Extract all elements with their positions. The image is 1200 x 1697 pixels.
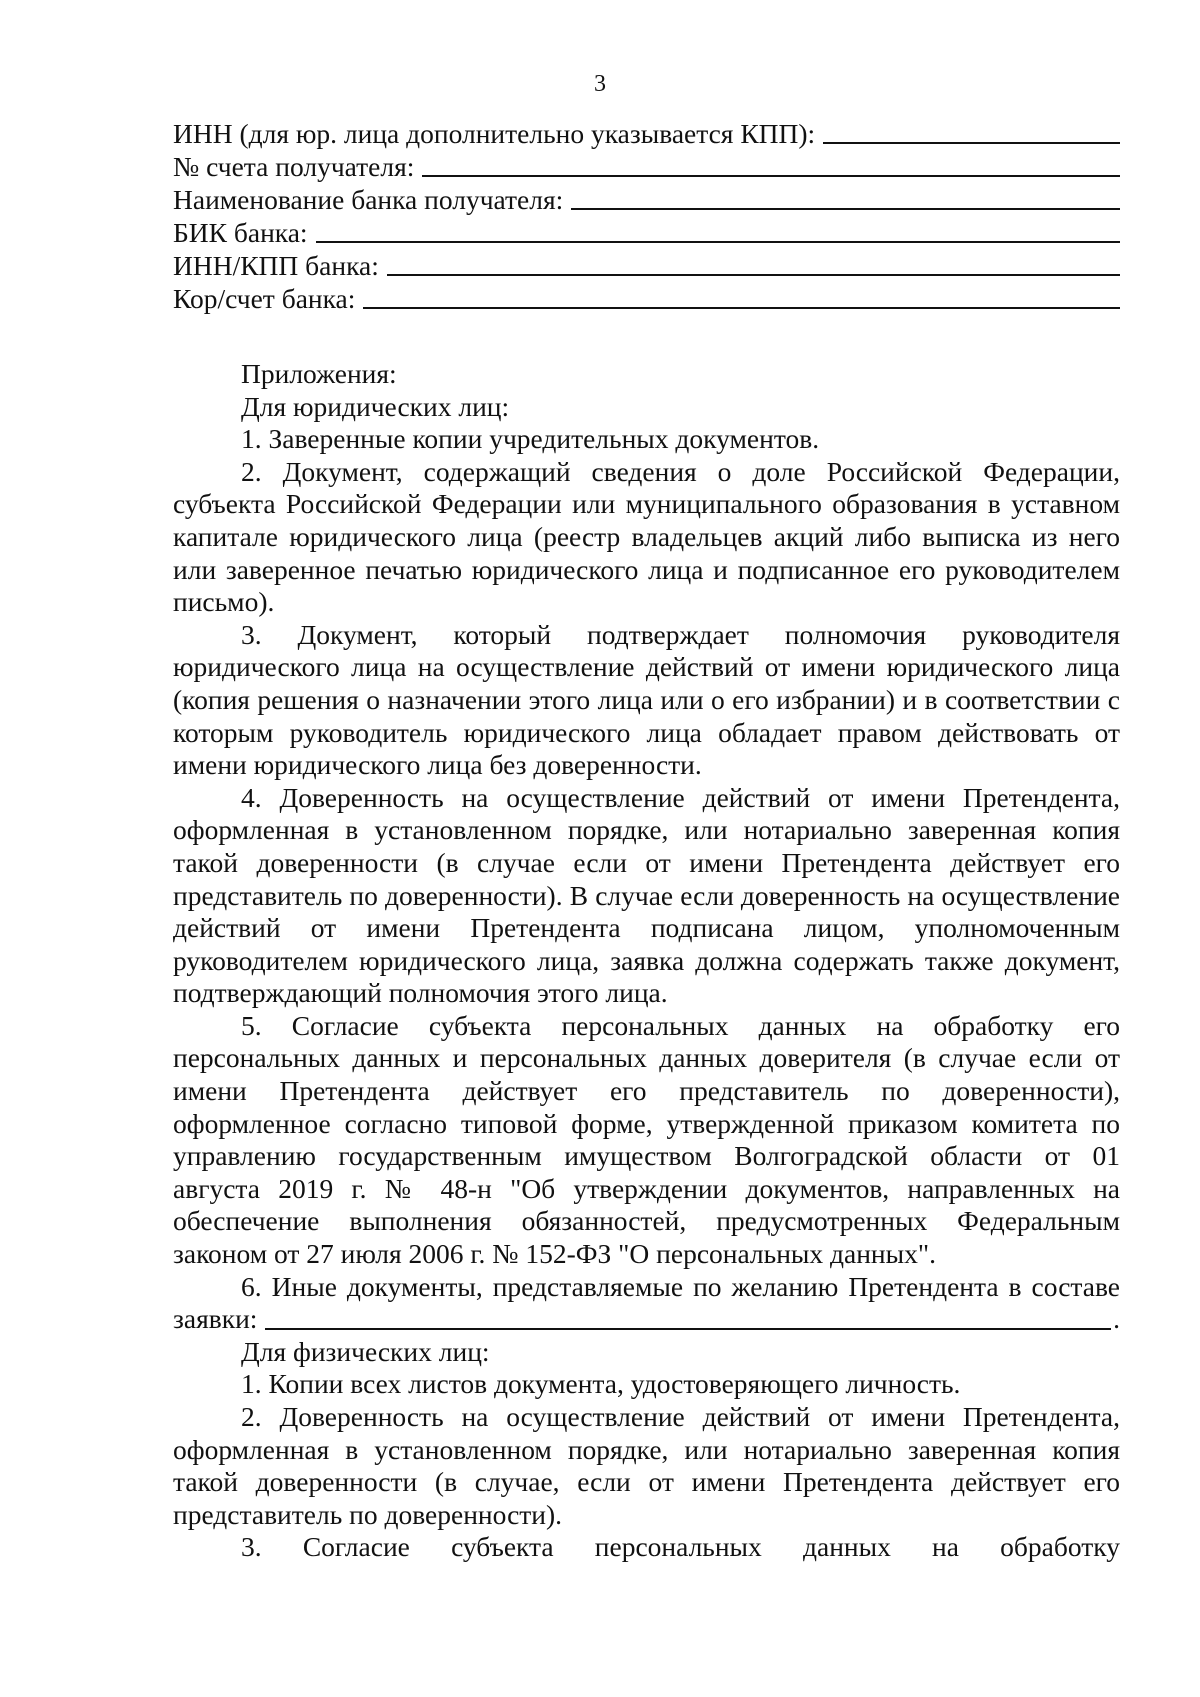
- fill-in-line: [422, 175, 1120, 177]
- fill-in-line: [363, 307, 1120, 309]
- legal-item-6-blank: [173, 1303, 1120, 1336]
- individual-item-2: 2. Доверенность на осуществление действий от имени Претендента, оформленная в установленном порядке, или нотариально заверенная копия такой доверенности (в случае, если от имени Претендента действует его представитель по доверенности).: [173, 1401, 1120, 1530]
- fill-in-line: [387, 274, 1120, 276]
- legal-item-1: 1. Заверенные копии учредительных документов.: [241, 423, 820, 455]
- field-label: Наименование банка получателя:: [173, 184, 564, 215]
- field-label: ИНН (для юр. лица дополнительно указывается КПП):: [173, 118, 816, 149]
- bank-inn-kpp-field: [173, 249, 1120, 282]
- item-6-end: .: [1113, 1303, 1120, 1335]
- legal-item-4: 4. Доверенность на осуществление действий от имени Претендента, оформленная в установленном порядке, или нотариально заверенная копия такой доверенности (в случае если от имени Претендента действует его представитель по доверенности). В случае если доверенность на осуществление действий от имени Претендента подписана лицом, уполномоченным руководителем юридического лица, заявка должна содержать также документ, подтверждающий полномочия этого лица.: [173, 781, 1120, 1009]
- field-label: Кор/счет банка:: [173, 283, 356, 314]
- fill-in-line: [571, 208, 1120, 210]
- fill-in-line: [316, 241, 1120, 243]
- field-label: БИК банка:: [173, 217, 308, 248]
- legal-item-2: 2. Документ, содержащий сведения о доле Российской Федерации, субъекта Российской Федерации или муниципального образования в уставном капитале юридического лица (реестр владельцев акций либо выписка из него или заверенное печатью юридического лица и подписанное его руководителем письмо).: [173, 455, 1120, 618]
- attachments-title: Приложения:: [241, 358, 397, 389]
- attachments-section: [173, 358, 1120, 1564]
- legal-item-5: 5. Согласие субъекта персональных данных на обработку его персональных данных и персональных данных доверителя (в случае если от имени Претендента действует его представитель по доверенности), оформленное согласно типовой форме, утвержденной приказом комитета по управлению государственным имуществом Волгоградской области от 01 августа 2019 г. № 48-н "Об утверждении документов, направленных на обеспечение выполнения обязанностей, предусмотренных Федеральным законом от 27 июля 2006 г. № 152-ФЗ "О персональных данных".: [173, 1009, 1120, 1270]
- inn-field: [173, 117, 1120, 150]
- individual-item-1: 1. Копии всех листов документа, удостоверяющего личность.: [241, 1368, 961, 1400]
- field-label: № счета получателя:: [173, 151, 415, 182]
- item-6-tail: заявки:: [173, 1303, 258, 1335]
- recipient-fields: [173, 117, 1120, 315]
- individuals-title: Для физических лиц:: [241, 1335, 490, 1367]
- legal-item-6: 6. Иные документы, представляемые по желанию Претендента в составе: [241, 1270, 1120, 1302]
- individual-item-3: 3. Согласие субъекта персональных данных на обработку: [241, 1531, 1120, 1563]
- account-number-field: [173, 150, 1120, 183]
- legal-item-3: 3. Документ, который подтверждает полномочия руководителя юридического лица на осуществление действий от имени юридического лица (копия решения о назначении этого лица или о его избрании) и в соответствии с которым руководитель юридического лица обладает правом действовать от имени юридического лица без доверенности.: [173, 618, 1120, 781]
- bik-field: [173, 216, 1120, 249]
- legal-entities-title: Для юридических лиц:: [241, 390, 510, 422]
- fill-in-line: [823, 142, 1120, 144]
- correspondent-account-field: [173, 282, 1120, 315]
- bank-name-field: [173, 183, 1120, 216]
- fill-in-line: [265, 1328, 1111, 1330]
- page-number: 3: [594, 71, 606, 97]
- field-label: ИНН/КПП банка:: [173, 250, 379, 281]
